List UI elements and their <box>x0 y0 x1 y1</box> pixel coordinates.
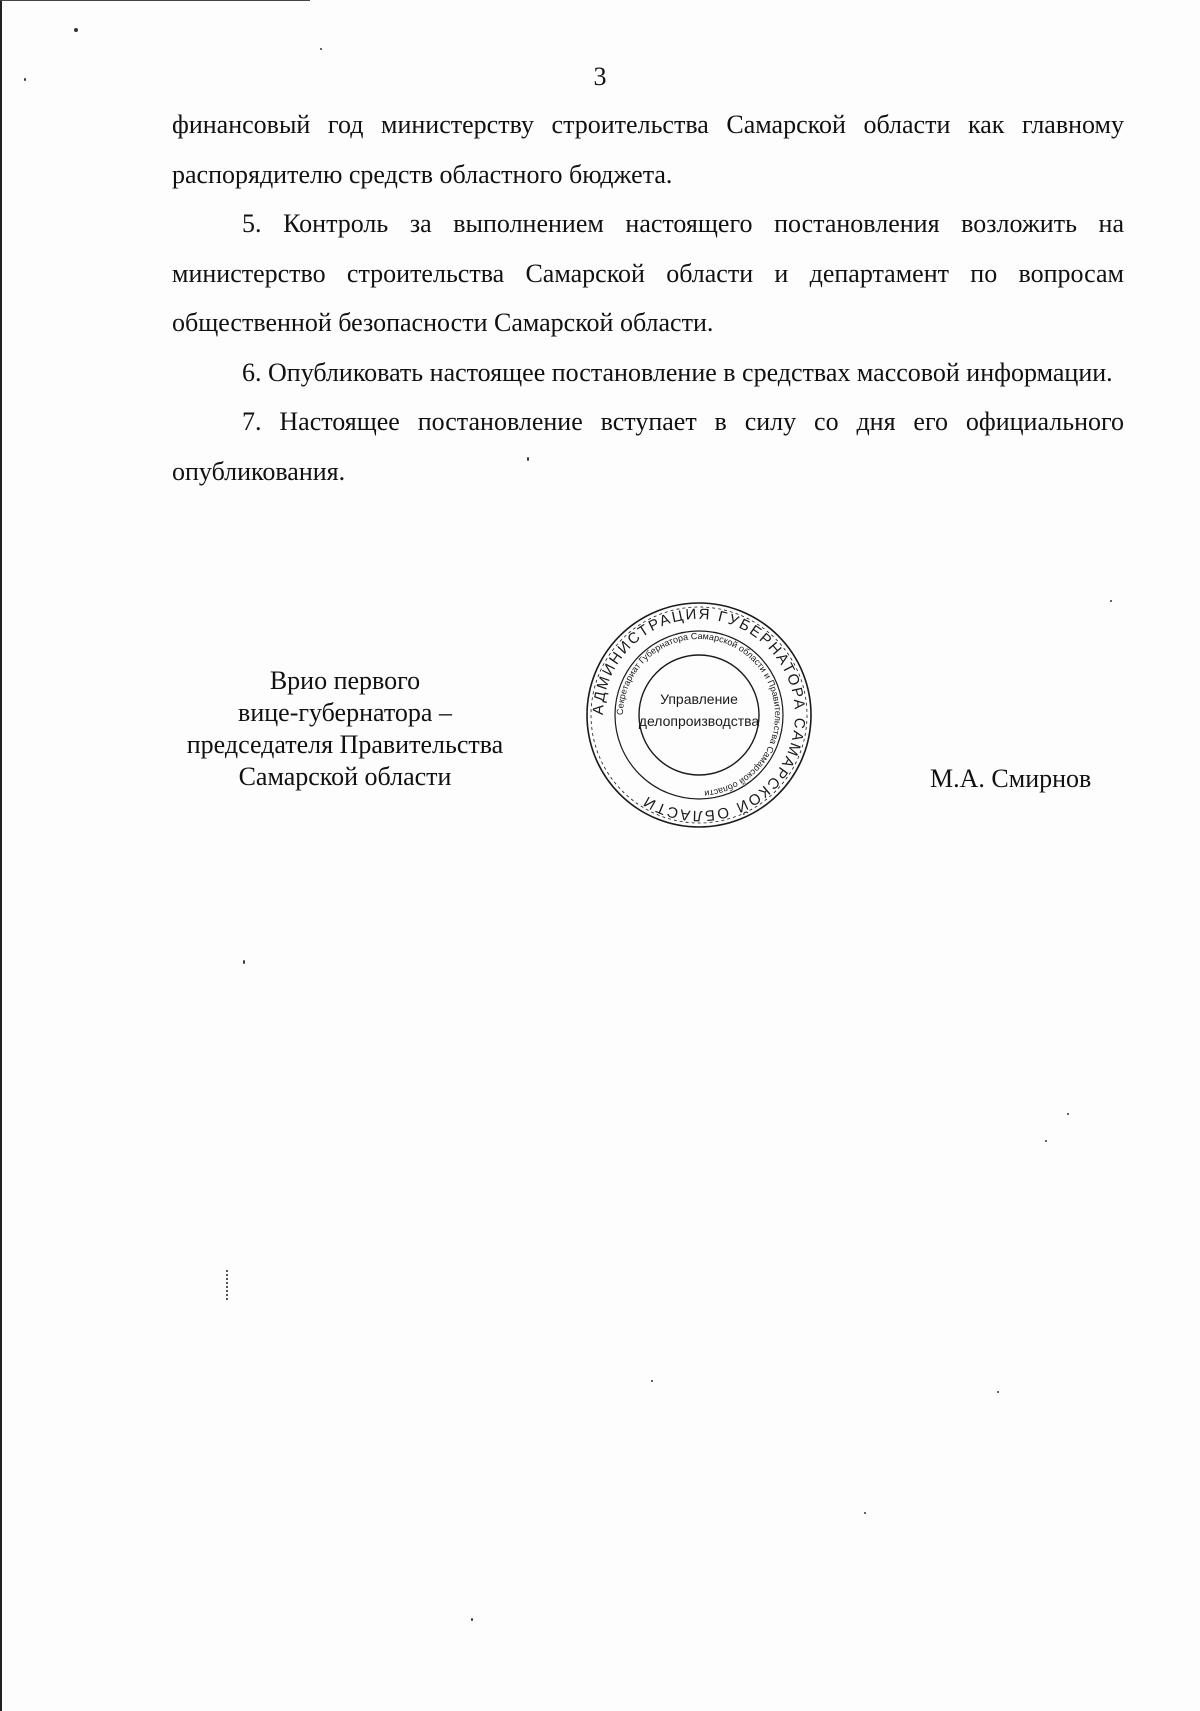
scan-speck <box>243 960 245 964</box>
signature-title-line: Самарской области <box>238 762 452 791</box>
signature-title-line: вице-губернатора – <box>238 698 452 727</box>
body-text <box>172 100 1124 496</box>
scan-speck <box>864 1512 866 1514</box>
scan-speck <box>226 1270 230 1300</box>
scan-speck <box>1110 600 1112 602</box>
scan-speck <box>1067 1113 1069 1115</box>
paragraph-6: 6. Опубликовать настоящее постановление в средствах массовой информации. <box>242 357 1113 387</box>
stamp-center-line: Управление <box>660 691 738 707</box>
scan-speck <box>74 28 78 32</box>
paragraph-5: 5. Контроль за выполнением настоящего постановления возложить на министерство строительства Самарской области и департамент по вопросам общественной безопасности Самарской области. <box>172 209 1124 337</box>
scan-speck <box>997 1391 999 1393</box>
scan-speck <box>651 1380 653 1382</box>
stamp-outer-text: АДМИНИСТРАЦИЯ ГУБЕРНАТОРА САМАРСКОЙ ОБЛАСТИ <box>589 605 809 825</box>
paragraph-7: 7. Настоящее постановление вступает в силу со дня его официального опубликования. <box>172 407 1124 486</box>
scan-speck <box>1045 1140 1047 1142</box>
stamp-center-line: делопроизводства <box>638 713 760 729</box>
stamp-inner-text: Секретариат Губернатора Самарской области и Правительства Самарской области <box>614 630 784 799</box>
stamp-center-text <box>584 688 814 732</box>
official-stamp <box>584 600 814 830</box>
signature-title-line: Врио первого <box>269 666 421 695</box>
signer-name: М.А. Смирнов <box>930 764 1092 793</box>
paragraph-continuation: финансовый год министерству строительства Самарской области как главному распорядителю средств областного бюджета. <box>172 110 1124 189</box>
scan-edge <box>0 0 310 1</box>
scan-edge <box>0 0 2 1711</box>
scan-speck <box>471 1618 473 1621</box>
page-number: 3 <box>593 62 607 91</box>
scan-speck <box>320 48 322 50</box>
signature-title <box>165 665 525 793</box>
signature-title-line: председателя Правительства <box>186 730 504 759</box>
